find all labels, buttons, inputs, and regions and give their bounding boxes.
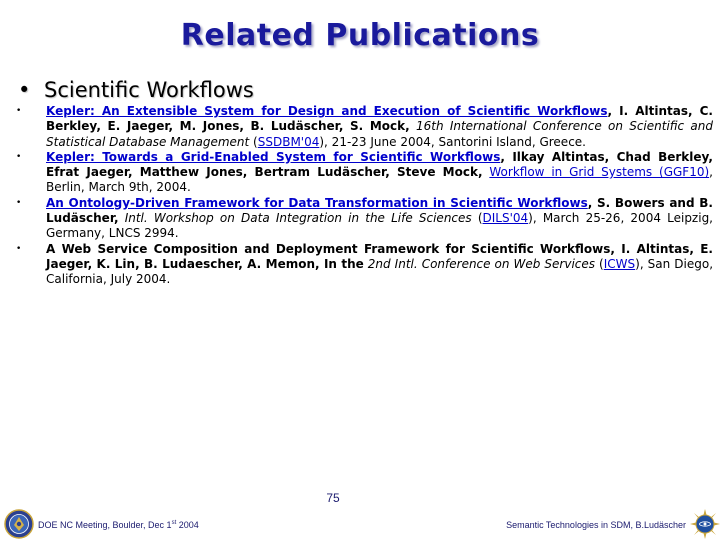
venue-acronym-link[interactable]: DILS'04 [482, 211, 529, 226]
publication-item [16, 196, 713, 242]
bullet: • [16, 106, 22, 116]
text-fragment: ( [471, 211, 483, 226]
publication-item [16, 150, 713, 196]
separator: , [607, 104, 620, 118]
footer-meeting-text: DOE NC Meeting, Boulder, Dec 1 [38, 520, 172, 530]
text-fragment: ( [249, 134, 258, 149]
footer-year: 2004 [176, 520, 199, 530]
footer-author: Semantic Technologies in SDM, B.Ludäscher [506, 520, 686, 530]
bullet: • [16, 197, 22, 208]
text-fragment: ( [595, 256, 604, 271]
publication-details: ), 21-23 June 2004, Santorini Island, Greece. [319, 134, 586, 149]
publication-title-link[interactable]: Kepler: Towards a Grid-Enabled System for Scientific Workflows [46, 149, 501, 164]
separator: , [610, 241, 622, 256]
venue-link[interactable]: Workflow in Grid Systems (GGF10) [489, 165, 710, 180]
publication-details: , Berlin, March 9th, 2004. [46, 165, 713, 195]
heading-bullet: • [18, 78, 31, 102]
footer-ordinal: st [171, 520, 177, 526]
page-number: 75 [326, 491, 340, 505]
publication-authors: S. Bowers and B. Ludäscher, [46, 195, 713, 226]
publication-title-link[interactable]: Kepler: An Extensible System for Design and Execution of Scientific Workflows [46, 104, 608, 118]
section-heading [18, 78, 254, 102]
footer-meeting [38, 520, 199, 530]
doe-seal-icon [4, 509, 34, 539]
venue-acronym-link[interactable]: SSDBM'04 [257, 134, 320, 149]
publication-venue: Intl. Workshop on Data Integration in the Life Sciences [118, 211, 472, 226]
nsf-logo-icon [690, 509, 720, 539]
separator: , [500, 149, 513, 164]
publication-title: A Web Service Composition and Deployment Framework for Scientific Workflows [46, 241, 611, 256]
publication-authors: I. Altintas, C. Berkley, E. Jaeger, M. Jones, B. Ludäscher, S. Mock, [46, 104, 713, 134]
publication-authors: Ilkay Altintas, Chad Berkley, Efrat Jaeger, Matthew Jones, Bertram Ludäscher, Steve Mock, [46, 149, 713, 180]
slide-title: Related Publications [180, 18, 540, 53]
publication-venue: 2nd Intl. Conference on Web Services [363, 256, 596, 271]
publication-venue: 16th International Conference on Scientific and Statistical Database Management [46, 119, 713, 149]
publication-list [16, 104, 713, 288]
separator: , [587, 195, 598, 210]
bullet: • [16, 151, 22, 162]
heading-text: Scientific Workflows [44, 78, 254, 102]
publication-item [16, 104, 713, 150]
publication-details: ), San Diego, California, July 2004. [46, 256, 714, 287]
publication-authors: I. Altintas, E. Jaeger, K. Lin, B. Ludaescher, A. Memon, In the [46, 241, 713, 271]
venue-acronym-link[interactable]: ICWS [603, 256, 636, 271]
publication-details: ), March 25-26, 2004 Leipzig, Germany, LNCS 2994. [46, 211, 713, 241]
publication-item [16, 242, 713, 288]
bullet: • [16, 243, 22, 254]
publication-title-link[interactable]: An Ontology-Driven Framework for Data Transformation in Scientific Workflows [46, 195, 588, 210]
